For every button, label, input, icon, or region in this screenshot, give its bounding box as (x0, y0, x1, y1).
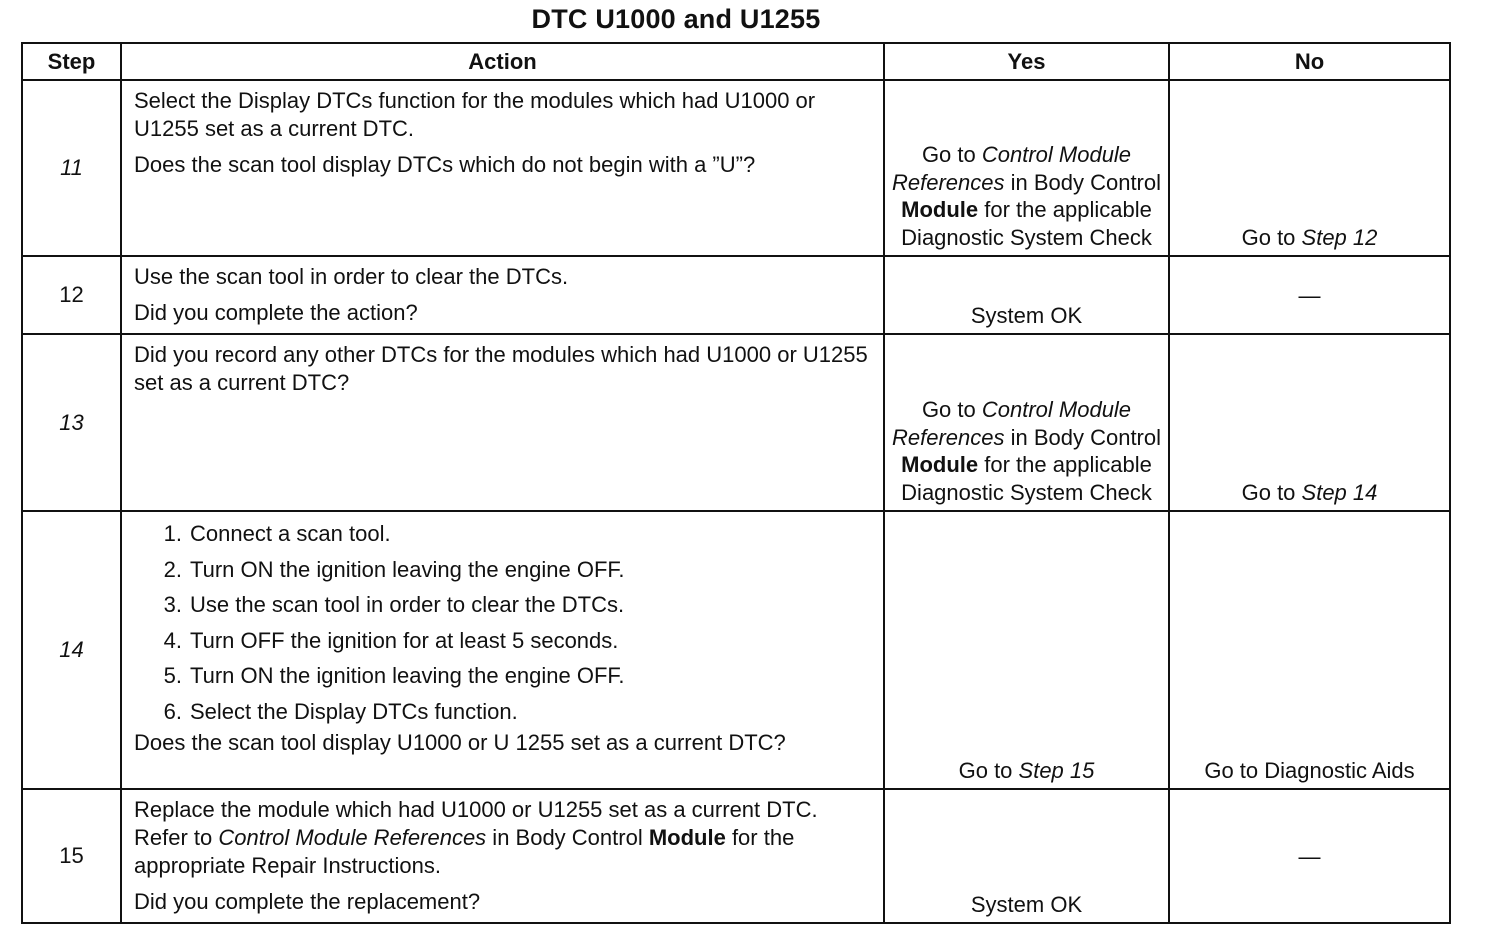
list-item (163, 623, 873, 659)
step-number: 12 (22, 256, 121, 334)
yes-cell (884, 334, 1169, 511)
list-item (163, 658, 873, 694)
list-text: Turn OFF the ignition for at least 5 seconds. (190, 627, 619, 653)
no-cell (1169, 80, 1450, 256)
step-number: 13 (22, 334, 121, 511)
list-number: 5. (163, 663, 182, 688)
table-row (22, 80, 1450, 256)
action-question: Did you complete the action? (134, 300, 418, 325)
action-cell (121, 256, 884, 334)
yes-cell: System OK (884, 256, 1169, 334)
yes-reference: Control Module References (891, 142, 1132, 195)
action-question: Did you complete the replacement? (134, 889, 481, 914)
list-item (163, 587, 873, 623)
no-prefix: Go to (1241, 224, 1302, 250)
table-row (22, 511, 1450, 789)
yes-module: Module (901, 452, 979, 477)
action-module: Module (648, 825, 726, 850)
yes-prefix: Go to (958, 757, 1019, 783)
step-number: 11 (22, 80, 121, 256)
header-no: No (1169, 43, 1450, 80)
action-text: Use the scan tool in order to clear the DTCs. (134, 264, 569, 289)
yes-suffix: for the applicable Diagnostic System Check (901, 452, 1152, 505)
table-row (22, 256, 1450, 334)
yes-module: Module (901, 197, 979, 222)
procedure-list (134, 516, 873, 729)
yes-cell: System OK (884, 789, 1169, 923)
action-text: Select the Display DTCs function for the modules which had U1000 or U1255 set as a current DTC. (134, 88, 816, 141)
yes-reference: Control Module References (891, 397, 1132, 450)
header-yes: Yes (884, 43, 1169, 80)
list-number: 3. (163, 592, 182, 617)
step-number: 15 (22, 789, 121, 923)
table-row (22, 334, 1450, 511)
header-action: Action (121, 43, 884, 80)
yes-reference: Step 15 (1018, 757, 1095, 783)
no-cell (1169, 334, 1450, 511)
list-item (163, 552, 873, 588)
list-text: Connect a scan tool. (190, 521, 391, 546)
list-number: 2. (163, 556, 182, 582)
list-text: Turn ON the ignition leaving the engine OFF. (190, 556, 625, 582)
action-question: Does the scan tool display U1000 or U 1255 set as a current DTC? (134, 730, 786, 755)
list-number: 6. (163, 698, 182, 724)
action-text-part: for the appropriate Repair Instructions. (134, 825, 795, 878)
header-step: Step (22, 43, 121, 80)
action-question: Does the scan tool display DTCs which do not begin with a ”U”? (134, 152, 756, 177)
action-cell (121, 334, 884, 511)
table-row (22, 789, 1450, 923)
step-number: 14 (22, 511, 121, 789)
list-text: Turn ON the ignition leaving the engine OFF. (190, 663, 625, 688)
yes-mid: in Body Control (1004, 424, 1162, 450)
list-text: Select the Display DTCs function. (190, 698, 518, 724)
header-row (22, 43, 1450, 80)
yes-suffix: for the applicable Diagnostic System Check (901, 197, 1152, 250)
yes-prefix: Go to (921, 142, 982, 167)
yes-cell (884, 511, 1169, 789)
list-text: Use the scan tool in order to clear the DTCs. (190, 592, 625, 617)
action-cell (121, 80, 884, 256)
no-prefix: Go to (1241, 479, 1302, 505)
list-number: 4. (163, 627, 182, 653)
action-cell (121, 789, 884, 923)
no-reference: Step 12 (1301, 224, 1378, 250)
list-item (163, 516, 873, 552)
no-cell: — (1169, 256, 1450, 334)
list-number: 1. (163, 521, 182, 546)
yes-cell (884, 80, 1169, 256)
dtc-table (21, 42, 1451, 924)
action-reference: Control Module References (218, 825, 487, 850)
action-cell (121, 511, 884, 789)
no-reference: Step 14 (1301, 479, 1378, 505)
action-question: Did you record any other DTCs for the modules which had U1000 or U1255 set as a current DTC? (134, 342, 868, 395)
list-item (163, 694, 873, 730)
action-text (134, 796, 873, 880)
action-text-part: in Body Control (486, 825, 649, 850)
action-text-part: Replace the module which had U1000 or U1255 set as a current DTC. Refer to (134, 797, 818, 850)
page-title: DTC U1000 and U1255 (531, 4, 821, 34)
no-cell: Go to Diagnostic Aids (1169, 511, 1450, 789)
yes-mid: in Body Control (1004, 169, 1162, 195)
no-cell: — (1169, 789, 1450, 923)
yes-prefix: Go to (921, 397, 982, 422)
